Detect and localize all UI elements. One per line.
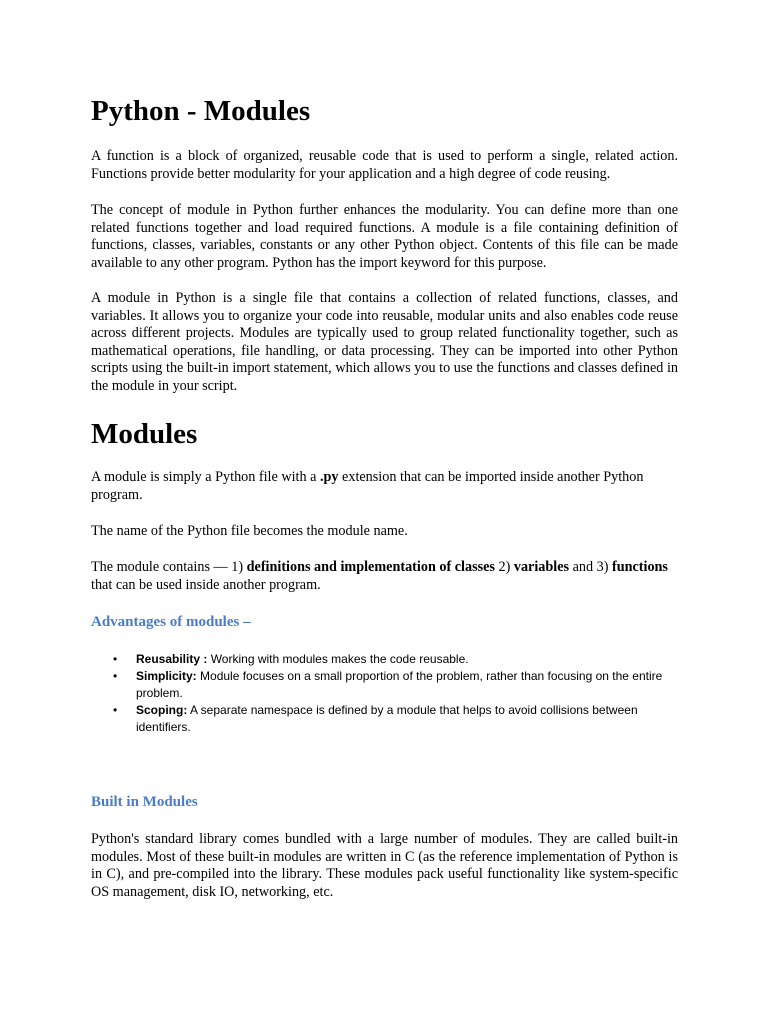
bullet-icon: • (113, 652, 118, 666)
modules-paragraph-1: A module is simply a Python file with a .py extension that can be imported inside another Python program. (91, 469, 644, 503)
builtin-paragraph: Python's standard library comes bundled with a large number of modules. They are called built-in modules. Most of these built-in modules are written in C (as the reference implementation of Python is in C), and pre-compiled into the library. These modules pack useful functionality like system-specific OS management, disk IO, networking, etc. (91, 831, 678, 900)
list-item-term: Scoping: (136, 703, 188, 717)
list-item (91, 651, 678, 668)
list-item-term: Reusability : (136, 652, 208, 666)
list-item-text: A separate namespace is defined by a module that helps to avoid collisions between identifiers. (136, 703, 638, 734)
list-item-text: Working with modules makes the code reusable. (207, 652, 469, 666)
list-item-text: Module focuses on a small proportion of the problem, rather than focusing on the entire problem. (136, 669, 663, 700)
bullet-icon: • (113, 669, 118, 683)
list-item (91, 702, 678, 736)
list-item-term: Simplicity: (136, 669, 197, 683)
page-title: Python - Modules (91, 95, 311, 127)
intro-paragraph-1: A function is a block of organized, reusable code that is used to perform a single, related action. Functions provide better modularity for your application and a high degree of code reusing. (91, 148, 678, 182)
modules-heading: Modules (91, 418, 198, 450)
list-item (91, 668, 678, 702)
intro-paragraph-2: The concept of module in Python further enhances the modularity. You can define more than one related functions together and load required functions. A module is a file containing definition of functions, classes, variables, constants or any other Python object. Contents of this file can be made available to any other program. Python has the import keyword for this purpose. (91, 202, 678, 271)
py-extension: .py (319, 469, 339, 485)
intro-paragraph-3: A module in Python is a single file that contains a collection of related functions, classes, and variables. It allows you to organize your code into reusable, modular units and also enables code reuse across different projects. Modules are typically used to group related functionality together, such as mathematical operations, file handling, or data processing. They can be imported into other Python scripts using the built-in import statement, which allows you to use the functions and classes defined in the module in your script. (91, 290, 678, 394)
builtin-modules-heading: Built in Modules (91, 794, 198, 810)
bullet-icon: • (113, 703, 118, 717)
modules-paragraph-3: The module contains — 1) definitions and implementation of classes 2) variables and 3) functions that can be used inside another program. (91, 559, 668, 593)
advantages-heading: Advantages of modules – (91, 614, 251, 630)
modules-paragraph-2: The name of the Python file becomes the module name. (91, 523, 408, 539)
advantages-list (91, 651, 678, 736)
